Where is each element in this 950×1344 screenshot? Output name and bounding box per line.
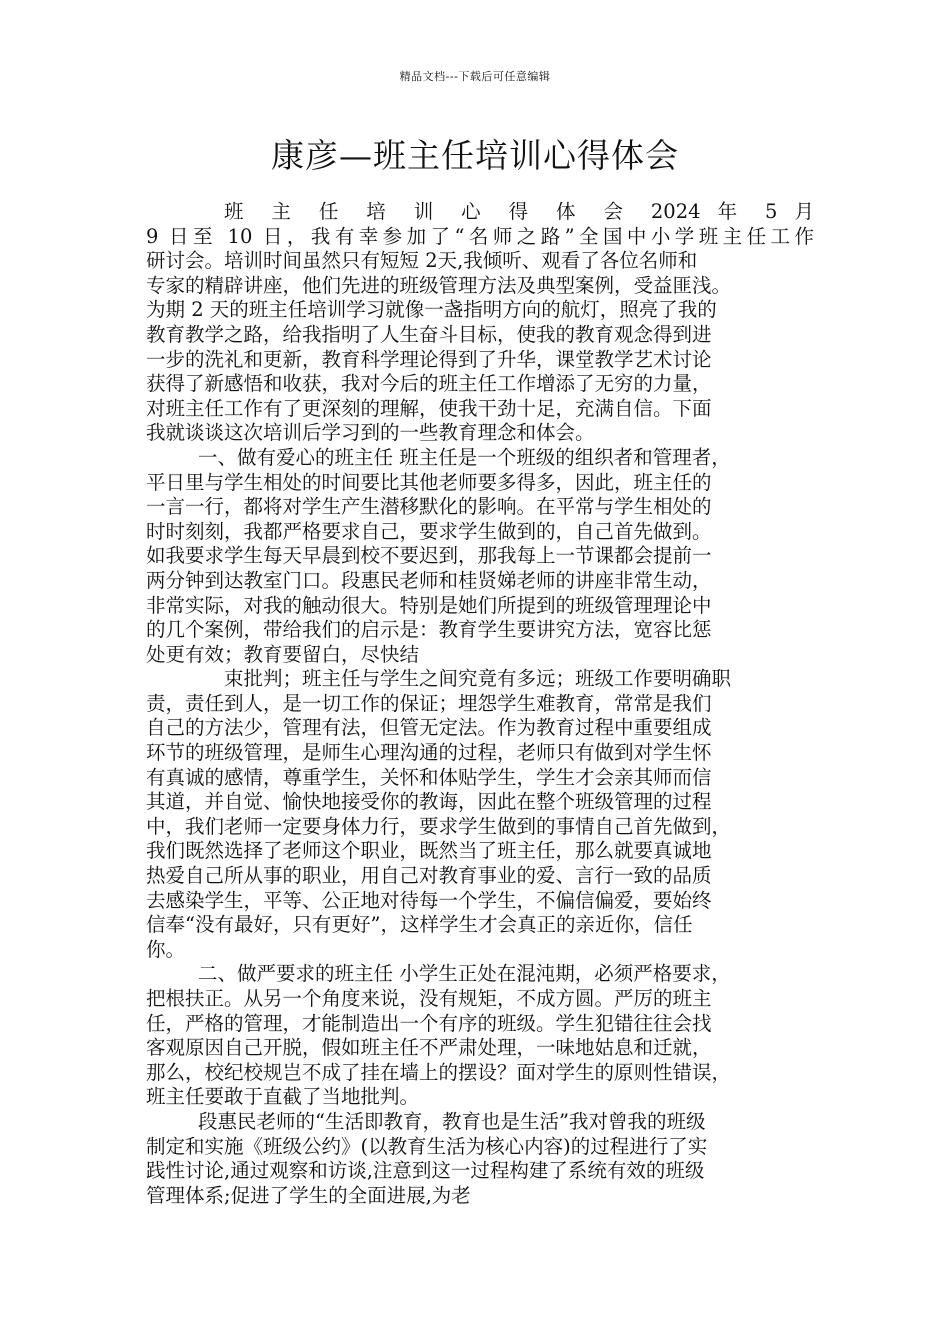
text-line: 段惠民老师的“生活即教育，教育也是生活”我对曾我的班级 <box>198 1109 706 1133</box>
text-line: 教育教学之路，给我指明了人生奋斗目标，使我的教育观念得到进 <box>146 322 712 346</box>
text-line: 把根扶正。从另一个角度来说，没有规矩，不成方圆。严厉的班主 <box>146 987 712 1010</box>
text-line: 班主任要敢于直截了当地批判。 <box>146 1085 420 1109</box>
text-line: 责，责任到人，是一切工作的保证；埋怨学生难教育，常常是我们 <box>146 691 712 715</box>
text-line: 的几个案例，带给我们的启示是：教育学生要讲究方法，宽容比惩 <box>146 618 712 642</box>
text-line: 对班主任工作有了更深刻的理解，使我干劲十足，充满自信。下面 <box>146 396 712 420</box>
text-line: 热爱自己所从事的职业，用自己对教育事业的爱、言行一致的品质 <box>146 864 712 888</box>
text-line: 客观原因自己开脱，假如班主任不严肃处理，一味地姑息和迁就， <box>146 1036 712 1060</box>
text-line: 我就谈谈这次培训后学习到的一些教育理念和体会。 <box>146 421 595 445</box>
document-body <box>146 200 814 1208</box>
text-line: 自己的方法少，管理有法，但管无定法。作为教育过程中重要组成 <box>146 716 712 740</box>
text-line: 班 主 任 培 训 心 得 体 会 2024 年 5 月 <box>224 200 814 223</box>
text-line: 一步的洗礼和更新，教育科学理论得到了升华，课堂教学艺术讨论 <box>146 347 712 371</box>
text-line: 信奉“没有最好，只有更好”，这样学生才会真正的亲近你，信任 <box>146 913 693 937</box>
text-line: 平日里与学生相处的时间要比其他老师要多得多，因此，班主任的 <box>146 470 712 494</box>
text-line: 去感染学生，平等、公正地对待每一个学生，不偏信偏爱，要始终 <box>146 888 712 912</box>
text-line: 一、做有爱心的班主任 班主任是一个班级的组织者和管理者， <box>198 445 731 469</box>
text-line: 践性讨论,通过观察和访谈,注意到这一过程构建了系统有效的班级 <box>146 1159 705 1183</box>
text-line: 为期 2 天的班主任培训学习就像一盏指明方向的航灯，照亮了我的 <box>146 298 717 322</box>
header-note: 精品文档---下载后可任意编辑 <box>399 70 551 83</box>
text-line: 获得了新感悟和收获，我对今后的班主任工作增添了无穷的力量， <box>146 372 712 396</box>
text-line: 你。 <box>146 937 186 961</box>
text-line: 一言一行，都将对学生产生潜移默化的影响。在平常与学生相处的 <box>146 495 712 519</box>
document-title: 康彦—班主任培训心得体会 <box>271 136 679 175</box>
text-line: 制定和实施《班级公约》(以教育生活为核心内容)的过程进行了实 <box>146 1134 708 1158</box>
text-line: 束批判；班主任与学生之间究竟有多远；班级工作要明确职 <box>224 667 732 691</box>
text-line: 我们既然选择了老师这个职业，既然当了班主任，那么就要真诚地 <box>146 839 712 863</box>
text-line: 专家的精辟讲座，他们先进的班级管理方法及典型案例，受益匪浅。 <box>146 273 732 297</box>
text-line: 其道，并自觉、愉快地接受你的教诲，因此在整个班级管理的过程 <box>146 790 712 814</box>
text-line: 处更有效；教育要留白，尽快结 <box>146 642 420 666</box>
text-line: 任，严格的管理，才能制造出一个有序的班级。学生犯错往往会找 <box>146 1011 712 1035</box>
text-line: 那么，校纪校规岂不成了挂在墙上的摆设？面对学生的原则性错误， <box>146 1060 732 1084</box>
text-line: 时时刻刻，我都严格要求自己，要求学生做到的，自己首先做到。 <box>146 519 712 543</box>
text-line: 二、做严要求的班主任 小学生正处在混沌期，必须严格要求， <box>198 962 731 986</box>
text-line: 管理体系;促进了学生的全面进展,为老 <box>146 1183 471 1207</box>
text-line: 研讨会。培训时间虽然只有短短 2天,我倾听、观看了各位名师和 <box>146 249 698 273</box>
text-line: 非常实际，对我的触动很大。特别是她们所提到的班级管理理论中 <box>146 593 712 617</box>
text-line: 中，我们老师一定要身体力行，要求学生做到的事情自己首先做到， <box>146 814 732 838</box>
text-line: 9 日至 10 日，我有幸参加了“名师之路”全国中小学班主任工作 <box>146 224 814 248</box>
text-line: 如我要求学生每天早晨到校不要迟到，那我每上一节课都会提前一 <box>146 544 712 568</box>
text-line: 环节的班级管理，是师生心理沟通的过程，老师只有做到对学生怀 <box>146 741 712 765</box>
text-line: 两分钟到达教室门口。段惠民老师和桂贤娣老师的讲座非常生动， <box>146 568 712 592</box>
text-line: 有真诚的感情，尊重学生，关怀和体贴学生，学生才会亲其师而信 <box>146 765 712 789</box>
